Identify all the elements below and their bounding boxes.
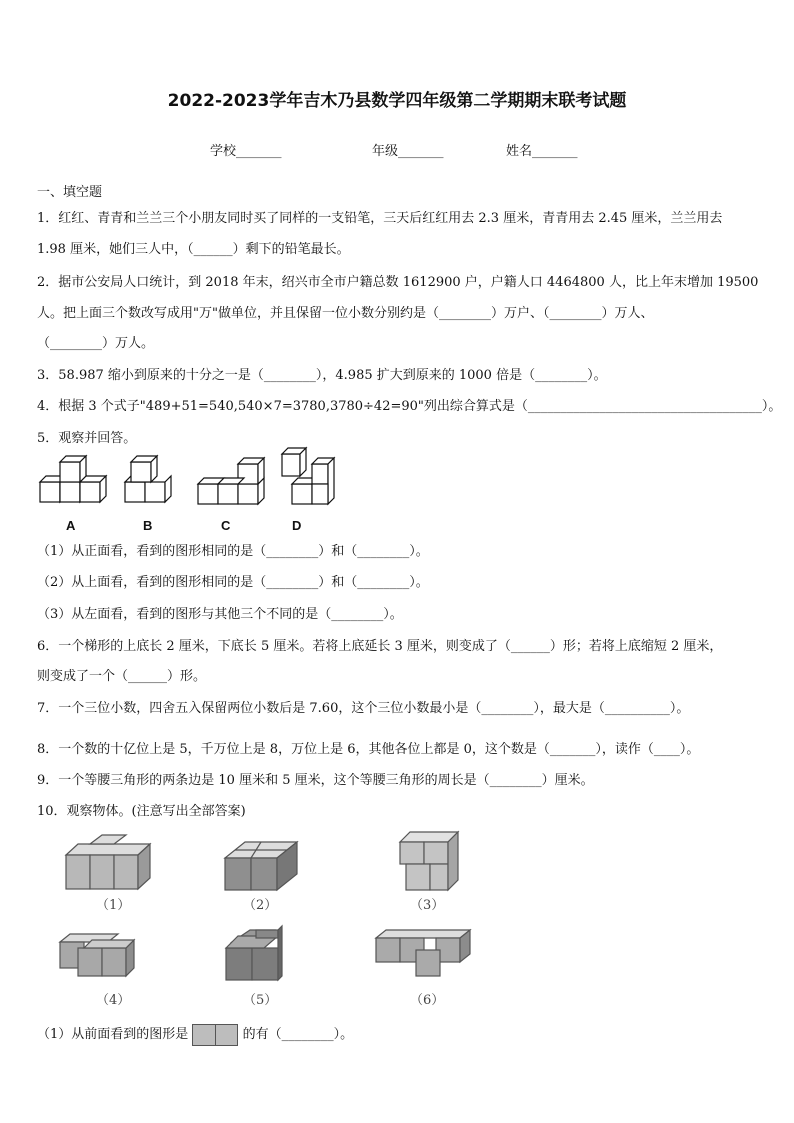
q5-stem: 5．观察并回答。 [37,431,137,446]
figure-b [125,456,171,502]
fig-label-c: C [221,518,231,533]
q6-line1: 6．一个梯形的上底长 2 厘米，下底长 5 厘米。若将上底延长 3 厘米，则变成了（______）形；若将上底缩短 2 厘米， [37,639,723,654]
figure-10-6 [376,930,470,976]
figure-10-2 [225,842,297,890]
q1-line1: 1．红红、青青和兰兰三个小朋友同时买了同样的一支铅笔，三天后红红用去 2.3 厘米，青青用去 2.45 厘米，兰兰用去 [37,211,723,226]
q10-sub1-post: 的有（________）。 [242,1027,354,1042]
q4-line: 4．根据 3 个式子"489+51=540,540×7=3780,3780÷42=90"列出综合算式是（____________________________________）。 [37,399,782,414]
fig10-label-3: （3） [410,898,445,913]
name-field: 姓名_______ [506,144,578,159]
figure-10-5 [226,926,282,980]
q5-sub1: （1）从正面看，看到的图形相同的是（________）和（________）。 [37,544,429,559]
fig10-label-6: （6） [410,993,445,1008]
q3-line: 3．58.987 缩小到原来的十分之一是（________），4.985 扩大到原来的 1000 倍是（________）。 [37,368,607,383]
figure-d [282,448,334,504]
q1-line2: 1.98 厘米，她们三人中，（______）剩下的铅笔最长。 [37,242,350,257]
q5-figures [30,450,350,520]
q2-line3: （________）万人。 [37,336,155,351]
q7-line: 7．一个三位小数，四舍五入保留两位小数后是 7.60，这个三位小数最小是（________），最大是（__________）。 [37,701,690,716]
q10-stem: 10．观察物体。(注意写出全部答案) [37,804,246,819]
q5-sub3: （3）从左面看，看到的图形与其他三个不同的是（________）。 [37,607,403,622]
fig10-label-5: （5） [243,993,278,1008]
fig10-label-2: （2） [243,898,278,913]
q2-line2: 人。把上面三个数改写成用"万"做单位，并且保留一位小数分别约是（________）万户、（________）万人、 [37,306,654,321]
figure-10-3 [400,832,458,890]
two-square-front-view-icon [192,1024,238,1046]
q10-sub1 [37,1023,353,1046]
figure-10-4 [60,934,134,976]
page-title: 2022-2023学年吉木乃县数学四年级第二学期期末联考试题 [167,91,627,111]
figure-10-1 [66,835,150,889]
fig-label-d: D [292,518,302,533]
fig-label-b: B [143,518,153,533]
section-heading: 一、填空题 [37,185,103,200]
figure-a [40,456,106,502]
q9-line: 9．一个等腰三角形的两条边是 10 厘米和 5 厘米，这个等腰三角形的周长是（________）厘米。 [37,773,594,788]
fig10-label-1: （1） [96,898,131,913]
q10-sub1-pre: （1）从前面看到的图形是 [37,1027,189,1042]
q8-line: 8．一个数的十亿位上是 5，千万位上是 8，万位上是 6，其他各位上都是 0，这个数是（_______），读作（____）。 [37,742,700,757]
fig10-label-4: （4） [96,993,131,1008]
fig-label-a: A [66,518,76,533]
q6-line2: 则变成了一个（______）形。 [37,669,207,684]
figure-c [198,458,264,504]
grade-field: 年级_______ [372,144,444,159]
school-field: 学校_______ [210,144,282,159]
q5-sub2: （2）从上面看，看到的图形相同的是（________）和（________）。 [37,575,429,590]
q2-line1: 2．据市公安局人口统计，到 2018 年末，绍兴市全市户籍总数 1612900 户，户籍人口 4464800 人，比上年末增加 19500 [37,275,759,290]
